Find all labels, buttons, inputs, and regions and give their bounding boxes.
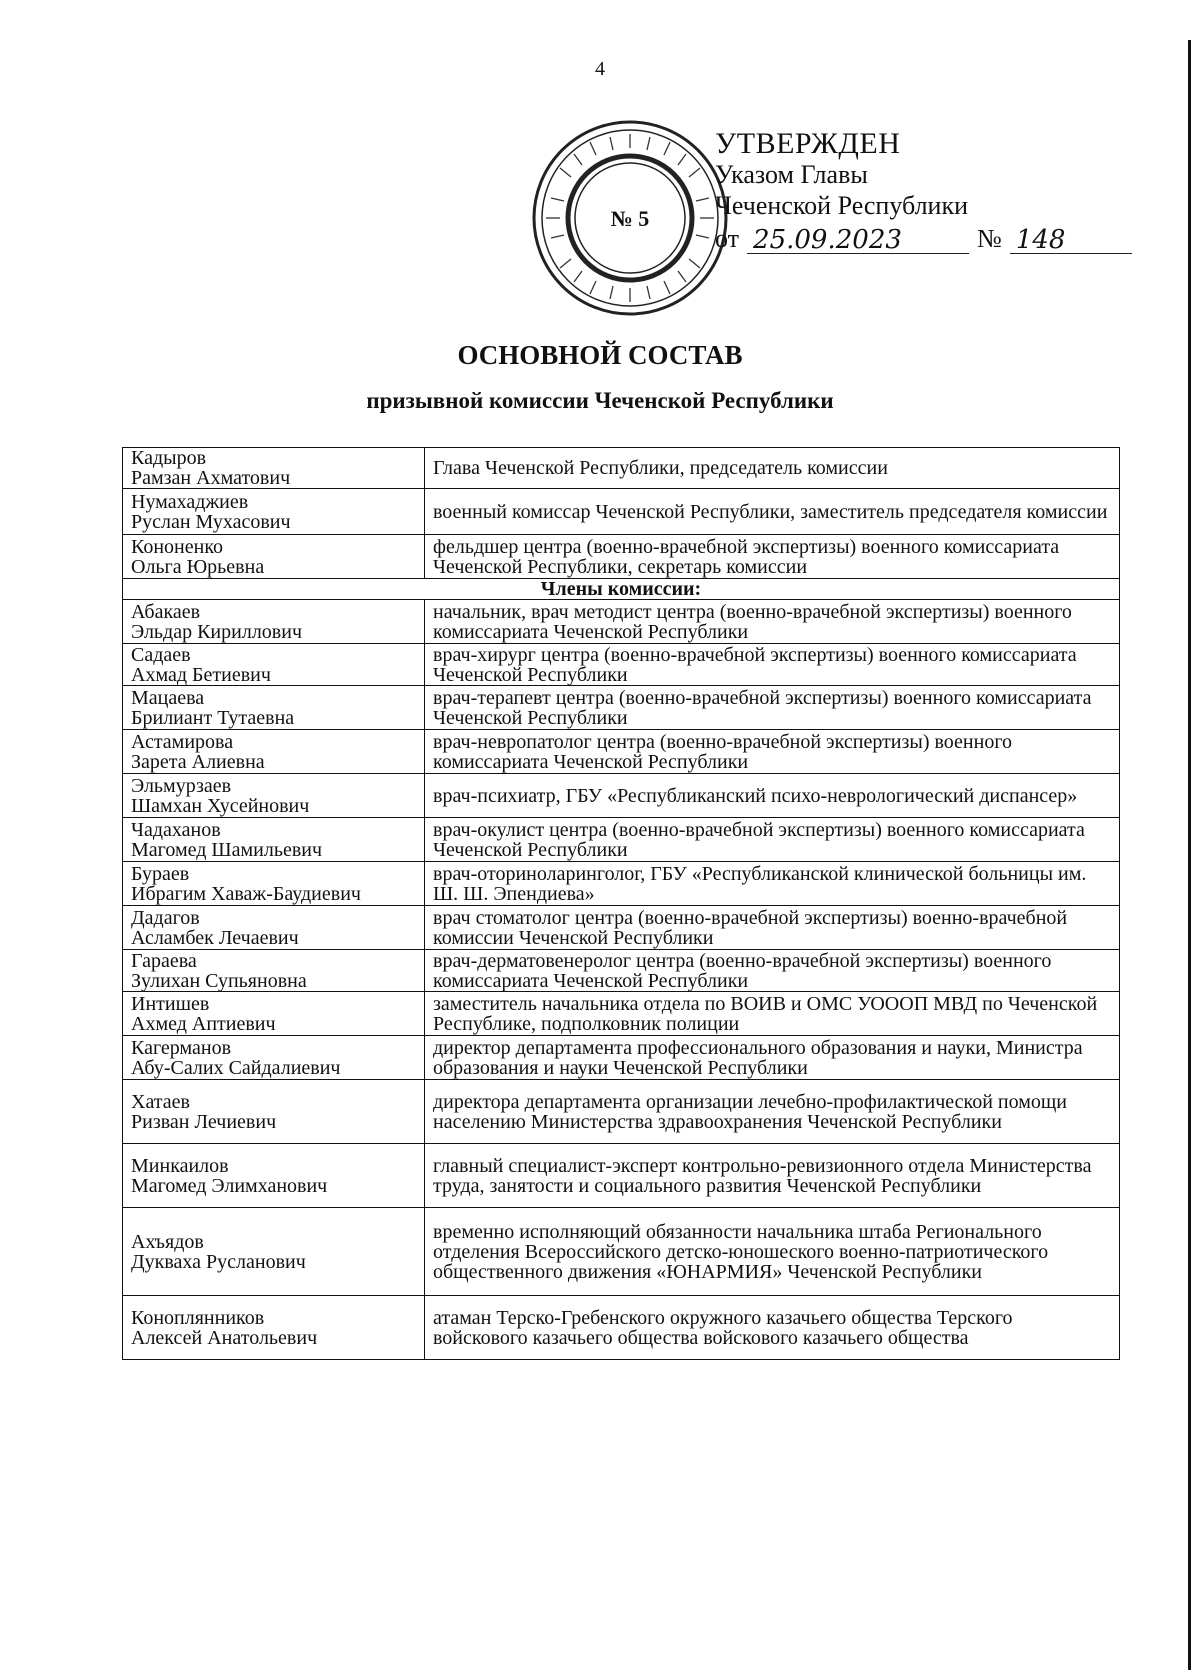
member-surname: Кагерманов — [131, 1036, 232, 1059]
approval-date-line — [715, 223, 1132, 254]
table-row — [123, 686, 1120, 730]
table-row — [123, 992, 1120, 1036]
seal-number: № 5 — [610, 206, 650, 231]
member-surname: Хатаев — [131, 1090, 190, 1113]
member-name-cell — [123, 1080, 425, 1144]
table-row — [123, 1036, 1120, 1080]
member-name-cell — [123, 950, 425, 992]
member-role-cell: врач стоматолог центра (военно-врачебной экспертизы) военно-врачебной комиссии Чеченской Республики — [425, 906, 1120, 950]
member-name-cell — [123, 1208, 425, 1296]
member-role-cell: врач-хирург центра (военно-врачебной экспертизы) военного комиссариата Чеченской Республики — [425, 644, 1120, 686]
scan-edge-line — [1188, 40, 1191, 1670]
member-surname: Абакаев — [131, 600, 201, 623]
member-given-name: Рамзан Ахматович — [131, 467, 291, 489]
member-surname: Астамирова — [131, 730, 234, 753]
page-number: 4 — [595, 58, 605, 80]
member-role-cell: врач-оториноларинголог, ГБУ «Республиканской клинической больницы им. Ш. Ш. Эпендиева» — [425, 862, 1120, 906]
member-surname: Гараева — [131, 949, 197, 972]
approval-block — [715, 128, 1132, 254]
member-role-cell: врач-терапевт центра (военно-врачебной экспертизы) военного комиссариата Чеченской Республики — [425, 686, 1120, 730]
member-role-cell: временно исполняющий обязанности начальника штаба Регионального отделения Всероссийского детско-юношеского военно-патриотического общественного движения «ЮНАРМИЯ» Чеченской Республики — [425, 1208, 1120, 1296]
member-name-cell — [123, 818, 425, 862]
member-role-cell: главный специалист-эксперт контрольно-ревизионного отдела Министерства труда, занятости и социального развития Чеченской Республики — [425, 1144, 1120, 1208]
member-surname: Ахъядов — [131, 1230, 204, 1253]
member-given-name: Магомед Шамильевич — [131, 838, 323, 861]
document-title: ОСНОВНОЙ СОСТАВ — [457, 340, 743, 370]
table-row — [123, 1296, 1120, 1360]
member-role-cell: директора департамента организации лечебно-профилактической помощи населению Министерства здравоохранения Чеченской Республики — [425, 1080, 1120, 1144]
member-surname: Нумахаджиев — [131, 490, 249, 513]
approval-title: УТВЕРЖДЕН — [715, 127, 901, 160]
handwritten-date: 25.09.2023 — [747, 227, 969, 254]
document-subtitle: призывной комиссии Чеченской Республики — [366, 388, 834, 413]
member-given-name: Ризван Лечиевич — [131, 1110, 277, 1133]
member-surname: Чадаханов — [131, 818, 221, 841]
member-role-cell: врач-окулист центра (военно-врачебной экспертизы) военного комиссариата Чеченской Республики — [425, 818, 1120, 862]
member-surname: Дадагов — [131, 906, 200, 929]
member-given-name: Эльдар Кириллович — [131, 620, 303, 643]
member-name-cell — [123, 448, 425, 489]
member-role-cell: Глава Чеченской Республики, председатель комиссии — [425, 448, 1120, 489]
member-role-cell: врач-дерматовенеролог центра (военно-врачебной экспертизы) военного комиссариата Чеченской Республики — [425, 950, 1120, 992]
member-name-cell — [123, 489, 425, 535]
section-header-row — [123, 579, 1120, 600]
member-name-cell — [123, 992, 425, 1036]
member-given-name: Ахмед Аптиевич — [131, 1012, 276, 1035]
member-given-name: Абу-Салих Сайдалиевич — [131, 1056, 341, 1079]
table-row — [123, 906, 1120, 950]
commission-table — [122, 447, 1120, 1360]
member-given-name: Руслан Мухасович — [131, 510, 291, 533]
number-label: № — [977, 224, 1002, 253]
member-role-cell: атаман Терско-Гребенского окружного казачьего общества Терского войскового казачьего общества войскового казачьего общества — [425, 1296, 1120, 1360]
member-given-name: Ахмад Бетиевич — [131, 663, 271, 686]
table-row — [123, 818, 1120, 862]
member-surname: Мацаева — [131, 686, 205, 709]
member-given-name: Алексей Анатольевич — [131, 1326, 318, 1349]
member-name-cell — [123, 862, 425, 906]
member-role-cell: начальник, врач методист центра (военно-врачебной экспертизы) военного комиссариата Чеченской Республики — [425, 600, 1120, 644]
table-row — [123, 644, 1120, 686]
member-role-cell: фельдшер центра (военно-врачебной экспертизы) военного комиссариата Чеченской Республики, секретарь комиссии — [425, 535, 1120, 579]
member-role-cell: директор департамента профессионального образования и науки, Министра образования и науки Чеченской Республики — [425, 1036, 1120, 1080]
table-row — [123, 1208, 1120, 1296]
member-role-cell: врач-психиатр, ГБУ «Республиканский психо-неврологический диспансер» — [425, 774, 1120, 818]
member-surname: Кононенко — [131, 535, 224, 558]
member-surname: Эльмурзаев — [131, 774, 232, 797]
member-given-name: Асламбек Лечаевич — [131, 926, 299, 949]
member-role-cell: военный комиссар Чеченской Республики, заместитель председателя комиссии — [425, 489, 1120, 535]
member-name-cell — [123, 730, 425, 774]
member-given-name: Зулихан Супьяновна — [131, 969, 307, 992]
official-seal-icon — [530, 118, 730, 318]
member-given-name: Ольга Юрьевна — [131, 555, 265, 578]
member-name-cell — [123, 1036, 425, 1080]
table-row — [123, 600, 1120, 644]
member-role-cell: врач-невропатолог центра (военно-врачебной экспертизы) военного комиссариата Чеченской Республики — [425, 730, 1120, 774]
table-row — [123, 1144, 1120, 1208]
member-given-name: Брилиант Тутаевна — [131, 706, 295, 729]
member-given-name: Дукваха Русланович — [131, 1250, 306, 1273]
member-surname: Садаев — [131, 643, 191, 666]
approval-republic-line: Чеченской Республики — [715, 191, 969, 220]
table-row — [123, 535, 1120, 579]
member-given-name: Шамхан Хусейнович — [131, 794, 310, 817]
member-role-cell: заместитель начальника отдела по ВОИВ и ОМС УОООП МВД по Чеченской Республике, подполковник полиции — [425, 992, 1120, 1036]
approval-decree-line: Указом Главы — [715, 160, 868, 189]
table-row — [123, 950, 1120, 992]
handwritten-number: 148 — [1010, 227, 1132, 254]
member-given-name: Магомед Элимханович — [131, 1174, 328, 1197]
member-name-cell — [123, 1296, 425, 1360]
member-surname: Минкаилов — [131, 1154, 229, 1177]
table-row — [123, 774, 1120, 818]
member-name-cell — [123, 906, 425, 950]
table-row — [123, 1080, 1120, 1144]
member-given-name: Зарета Алиевна — [131, 750, 265, 773]
commission-table-body — [123, 448, 1120, 1360]
members-section-header: Члены комиссии: — [123, 579, 1120, 600]
member-given-name: Ибрагим Хаваж-Баудиевич — [131, 882, 361, 905]
member-name-cell — [123, 1144, 425, 1208]
member-name-cell — [123, 774, 425, 818]
member-surname: Интишев — [131, 992, 210, 1015]
member-surname: Бураев — [131, 862, 190, 885]
member-surname: Коноплянников — [131, 1306, 265, 1329]
table-row — [123, 862, 1120, 906]
member-name-cell — [123, 600, 425, 644]
member-surname: Кадыров — [131, 447, 207, 469]
table-row — [123, 730, 1120, 774]
table-row — [123, 448, 1120, 489]
date-prefix: от — [715, 224, 740, 253]
member-name-cell — [123, 535, 425, 579]
member-name-cell — [123, 644, 425, 686]
table-row — [123, 489, 1120, 535]
member-name-cell — [123, 686, 425, 730]
